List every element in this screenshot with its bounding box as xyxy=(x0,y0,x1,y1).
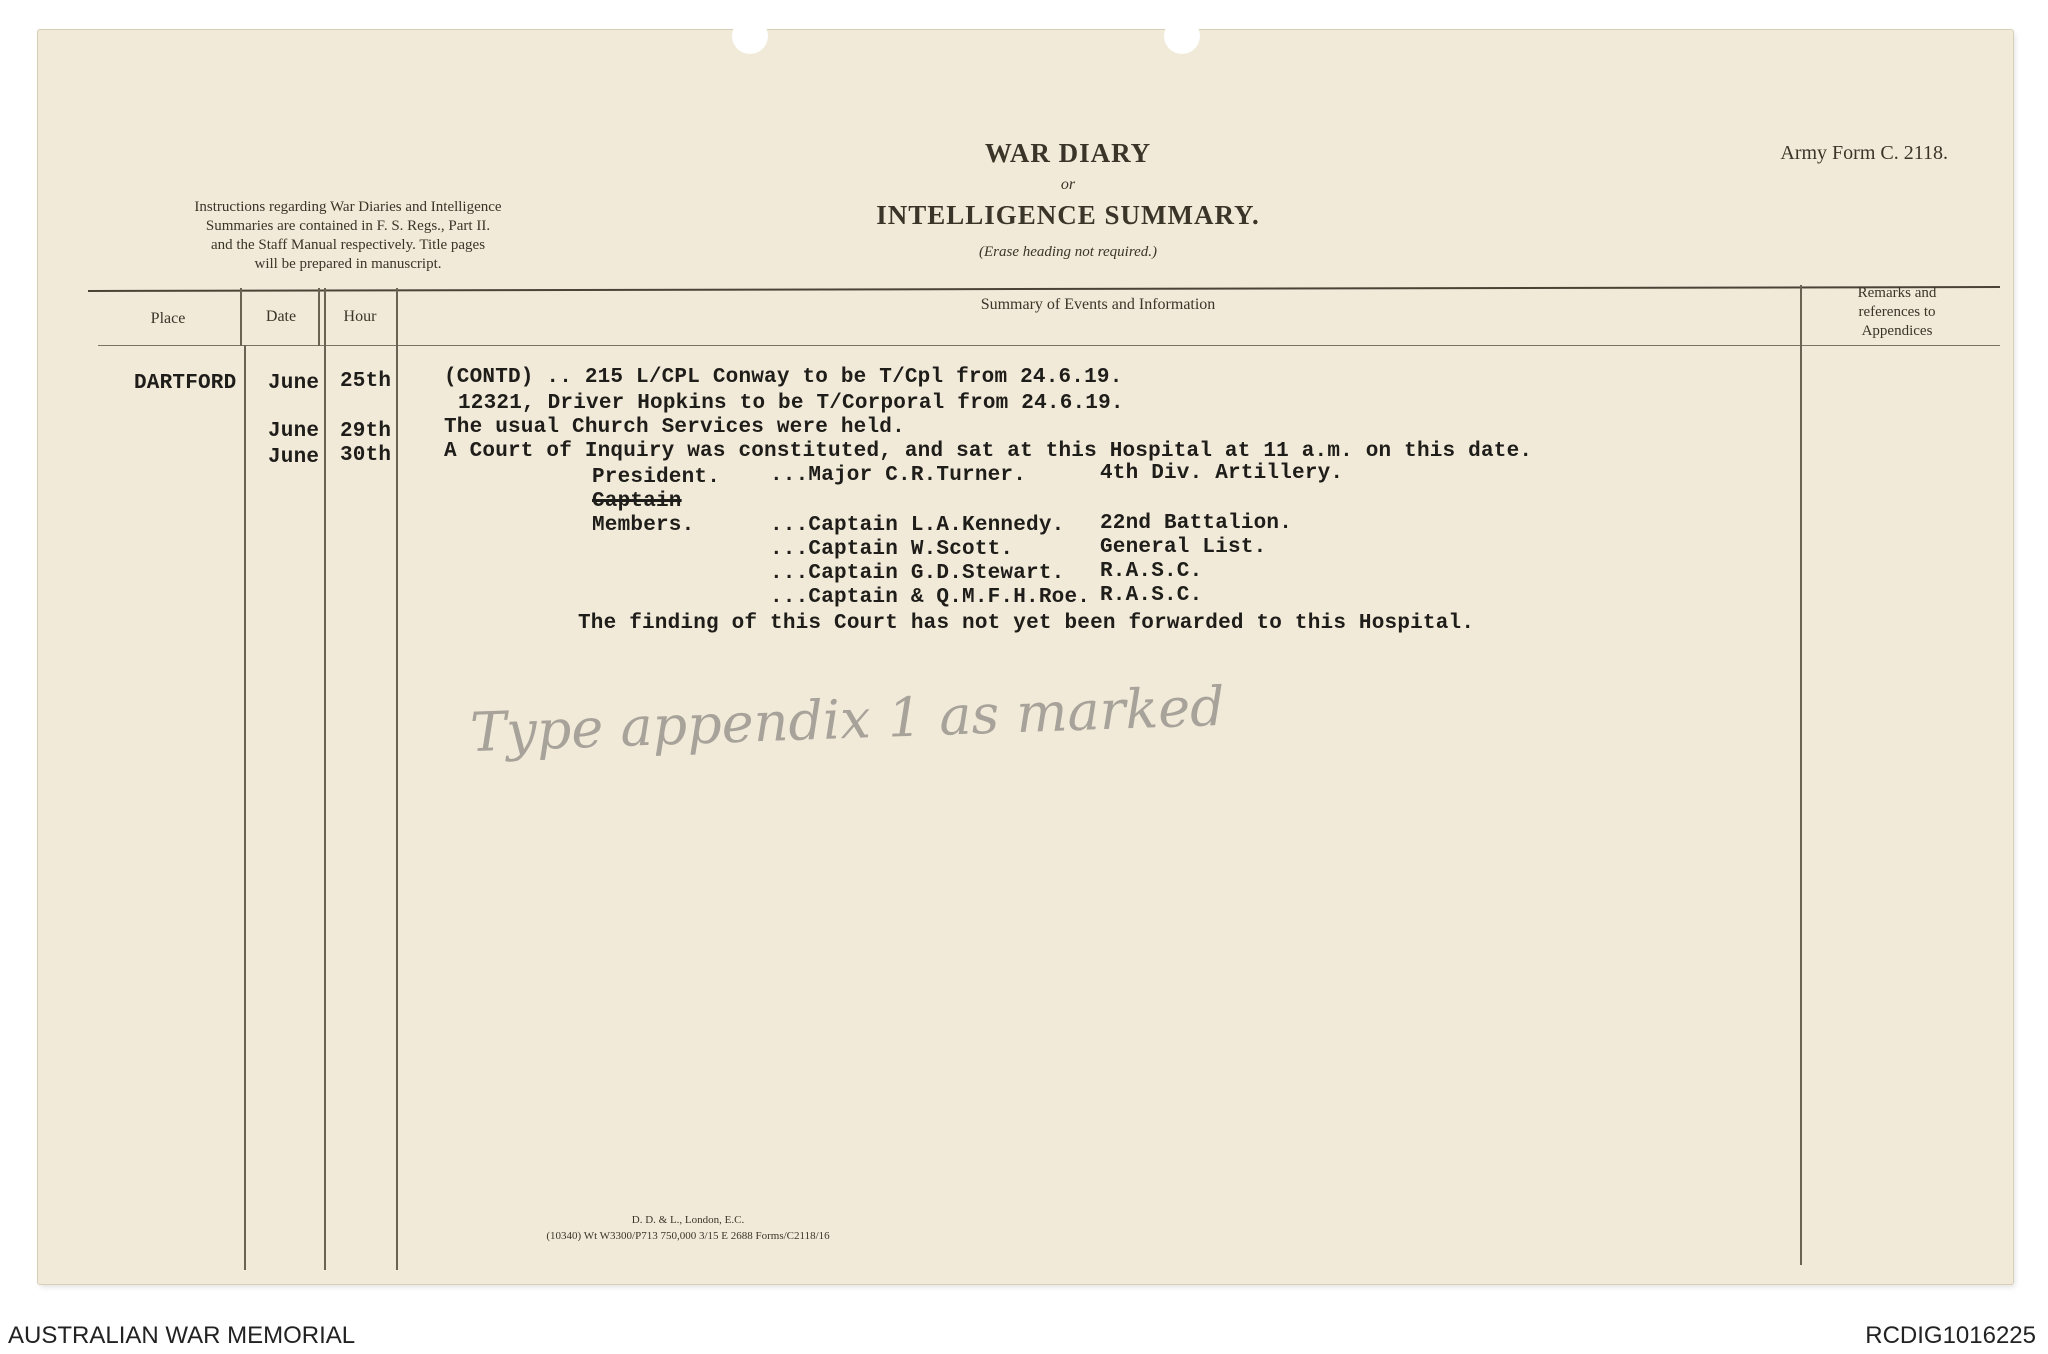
erase-note: (Erase heading not required.) xyxy=(978,244,1158,260)
entry-text: 12321, Driver Hopkins to be T/Corporal from 24.6.19. xyxy=(458,392,1124,415)
entry-hour: 29th xyxy=(340,420,392,443)
members-label: Members. xyxy=(592,514,695,537)
remarks-header-line: Remarks and xyxy=(1857,285,1937,301)
member-name: ...Captain W.Scott. xyxy=(770,538,1014,561)
column-divider xyxy=(396,288,398,1270)
column-divider xyxy=(324,288,326,1270)
entry-text: (CONTD) .. 215 L/CPL Conway to be T/Cpl from 24.6.19. xyxy=(444,366,1123,389)
president-name: ...Major C.R.Turner. xyxy=(770,464,1027,487)
entry-date: June xyxy=(268,446,320,469)
entry-date: June xyxy=(268,372,320,395)
column-header-place: Place xyxy=(150,310,186,327)
printer-imprint: (10340) Wt W3300/P713 750,000 3/15 E 2688 Forms/C2118/16 xyxy=(546,1230,830,1242)
member-unit: 22nd Battalion. xyxy=(1100,512,1293,535)
instructions-block xyxy=(128,198,568,274)
archive-footer-right: RCDIG1016225 xyxy=(1865,1322,2036,1349)
member-name: ...Captain G.D.Stewart. xyxy=(770,562,1065,585)
president-unit: 4th Div. Artillery. xyxy=(1100,462,1344,485)
remarks-header-line: references to xyxy=(1858,304,1936,320)
instructions-line: Summaries are contained in F. S. Regs., Part II. xyxy=(205,218,491,234)
president-label: President. xyxy=(592,466,721,489)
entry-text: A Court of Inquiry was constituted, and sat at this Hospital at 11 a.m. on this date. xyxy=(444,440,1533,463)
form-title-or: or xyxy=(1060,176,1076,193)
struck-word: Captain xyxy=(592,490,682,513)
column-header-date: Date xyxy=(265,308,297,325)
header-bottom-rule xyxy=(98,345,2000,346)
entry-hour: 25th xyxy=(340,370,392,393)
member-name: ...Captain & Q.M.F.H.Roe. xyxy=(770,586,1091,609)
punch-hole xyxy=(732,18,768,54)
member-unit: R.A.S.C. xyxy=(1100,560,1203,583)
instructions-line: Instructions regarding War Diaries and Intelligence xyxy=(194,199,502,215)
column-header-hour: Hour xyxy=(343,308,377,325)
printer-imprint: D. D. & L., London, E.C. xyxy=(631,1214,745,1226)
instructions-line: will be prepared in manuscript. xyxy=(254,256,442,272)
form-number: Army Form C. 2118. xyxy=(1780,142,1948,164)
archive-footer-left: AUSTRALIAN WAR MEMORIAL xyxy=(8,1322,356,1349)
remarks-header-line: Appendices xyxy=(1861,323,1933,339)
member-unit: General List. xyxy=(1100,536,1267,559)
entry-text: The usual Church Services were held. xyxy=(444,416,905,439)
member-name: ...Captain L.A.Kennedy. xyxy=(770,514,1065,537)
column-divider xyxy=(1800,285,1802,1265)
entry-hour: 30th xyxy=(340,444,392,467)
form-title: WAR DIARY xyxy=(984,138,1152,168)
diary-sheet xyxy=(38,30,2013,1284)
handwritten-note: Type appendix 1 as marked xyxy=(469,674,1226,765)
column-header-remarks xyxy=(1802,284,1992,341)
header-top-rule xyxy=(88,286,2000,292)
instructions-line: and the Staff Manual respectively. Title pages xyxy=(210,237,486,253)
column-header-summary: Summary of Events and Information xyxy=(980,296,1216,313)
entry-date: June xyxy=(268,420,320,443)
entry-place: DARTFORD xyxy=(134,372,237,395)
form-subtitle: INTELLIGENCE SUMMARY. xyxy=(876,200,1260,230)
column-divider xyxy=(244,345,246,1270)
member-unit: R.A.S.C. xyxy=(1100,584,1203,607)
punch-hole xyxy=(1164,18,1200,54)
entry-finding: The finding of this Court has not yet been forwarded to this Hospital. xyxy=(578,612,1475,635)
